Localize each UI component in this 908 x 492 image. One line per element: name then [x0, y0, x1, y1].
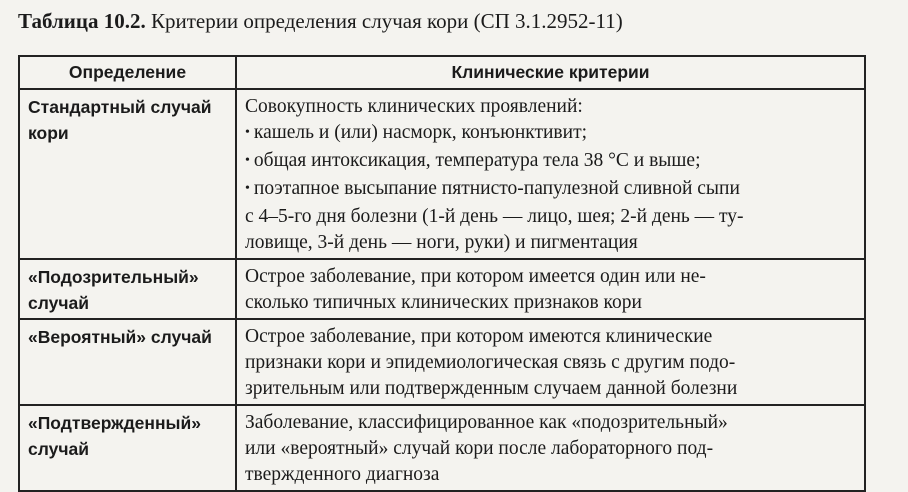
table-row [19, 405, 865, 491]
table-row [19, 319, 865, 405]
criteria-bullet-item [245, 120, 860, 148]
caption-text: Критерии определения случая кори (СП 3.1.2952-11) [150, 9, 623, 33]
criteria-line: или «вероятный» случай кори после лабораторного под- [245, 438, 714, 459]
criteria-bullet-item [245, 148, 860, 176]
criteria-line: с 4–5-го дня болезни (1-й день — лицо, шея; 2-й день — ту- [245, 206, 744, 227]
criteria-cell [236, 259, 865, 319]
criteria-line: кашель и (или) насморк, конъюнктивит; [253, 122, 588, 143]
criteria-line: Заболевание, классифицированное как «подозрительный» [245, 412, 728, 433]
header-clinical-criteria: Клинические критерии [236, 56, 865, 89]
criteria-line: поэтапное высыпание пятнисто-папулезной сливной сыпи [253, 178, 740, 199]
definition-cell [19, 89, 236, 259]
criteria-line: Совокупность клинических проявлений: [245, 96, 583, 117]
bullet-icon: • [245, 125, 250, 140]
criteria-cell [236, 89, 865, 259]
definition-line: случай [28, 439, 90, 459]
table-row [19, 89, 865, 259]
criteria-line: твержденного диагноза [245, 464, 440, 485]
table-row [19, 259, 865, 319]
criteria-cell [236, 405, 865, 491]
criteria-cell [236, 319, 865, 405]
definition-line: Стандартный случай [28, 97, 212, 117]
definition-cell [19, 259, 236, 319]
bullet-icon: • [245, 181, 250, 196]
table-caption [18, 8, 623, 34]
bullet-icon: • [245, 153, 250, 168]
definition-line: «Вероятный» случай [28, 327, 212, 347]
criteria-line: признаки кори и эпидемиологическая связь с другим подо- [245, 352, 736, 373]
caption-label: Таблица 10.2. [18, 9, 146, 33]
criteria-bullet-item [245, 176, 860, 204]
criteria-line: Острое заболевание, при котором имеется один или не- [245, 266, 706, 287]
definition-cell [19, 405, 236, 491]
definition-line: «Подтвержденный» [28, 413, 201, 433]
table-header-row [19, 56, 865, 89]
criteria-line: Острое заболевание, при котором имеются клинические [245, 326, 713, 347]
criteria-line: сколько типичных клинических признаков кори [245, 292, 642, 313]
criteria-table [18, 55, 866, 492]
definition-line: случай [28, 293, 90, 313]
criteria-line: зрительным или подтвержденным случаем данной болезни [245, 378, 738, 399]
definition-line: кори [28, 123, 69, 143]
criteria-line: общая интоксикация, температура тела 38 °С и выше; [253, 150, 701, 171]
definition-cell [19, 319, 236, 405]
header-definition: Определение [19, 56, 236, 89]
criteria-line: ловище, 3-й день — ноги, руки) и пигментация [245, 232, 638, 253]
definition-line: «Подозрительный» [28, 267, 199, 287]
